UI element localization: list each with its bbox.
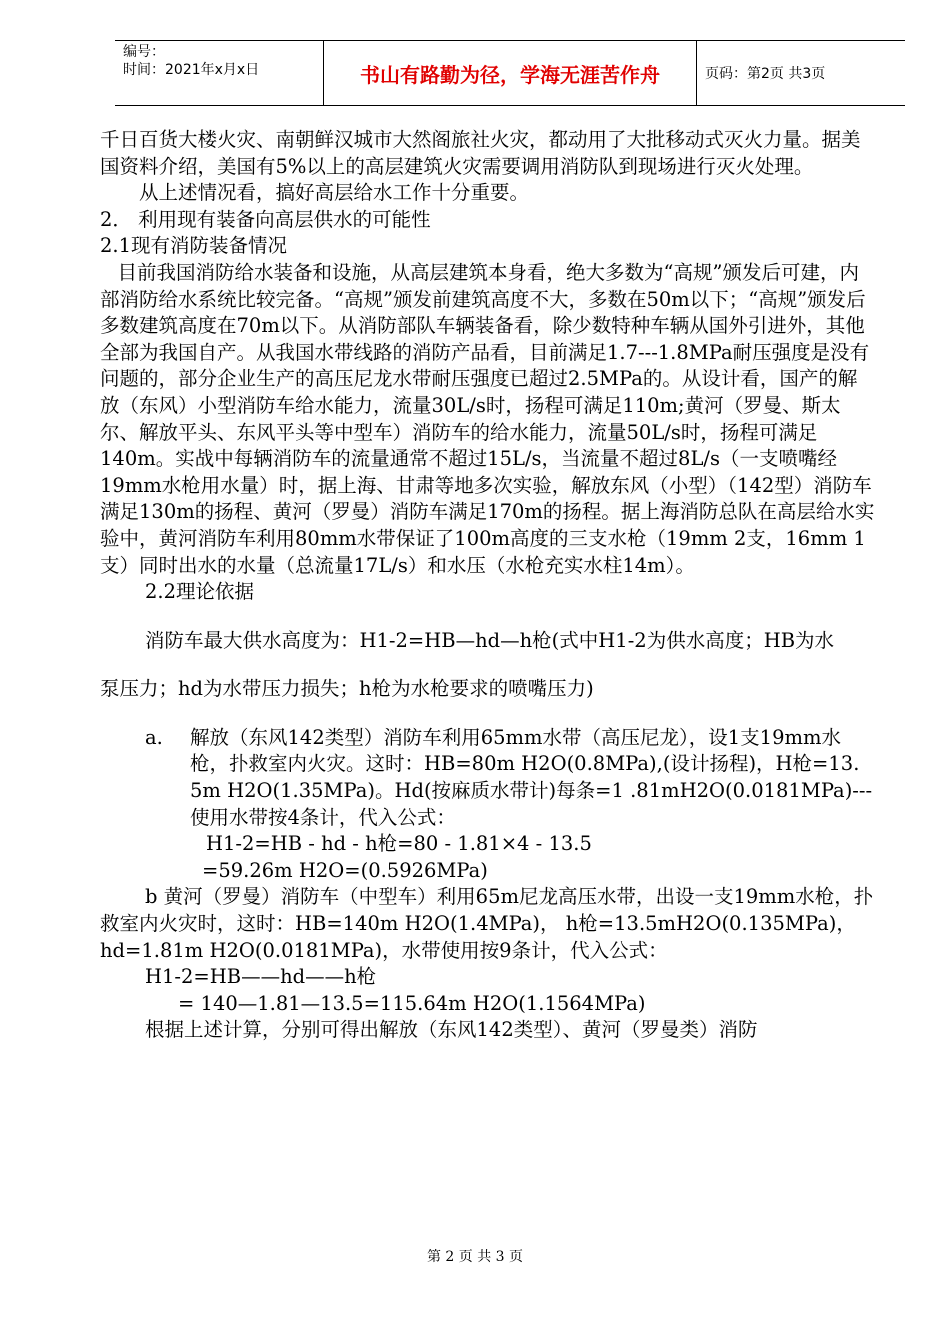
- document-body: [100, 127, 875, 1044]
- header-time: 时间：2021年x月x日: [123, 62, 260, 78]
- item-a-calc-1: H1-2=HB - hd - h枪=80 - 1.81×4 - 13.5: [206, 832, 592, 856]
- header-motto: 书山有路勤为径，学海无涯苦作舟: [324, 41, 697, 106]
- item-a: [100, 725, 875, 831]
- item-a-text: 解放（东风142类型）消防车利用65mm水带（高压尼龙），设1支19mm水枪，扑救室内火灾。这时：HB=80m H2O(0.8MPa),(设计扬程)，H枪=13. 5m H2O(1.35MPa)。Hd(按麻质水带计)每条=1 .81mH2O(0.0181MPa)---使用水带按4条计，代入公式：: [190, 725, 873, 829]
- item-b-calc-2: = 140—1.81—13.5=115.64m H2O(1.1564MPa): [178, 991, 646, 1015]
- header-number: 编号：: [123, 44, 165, 60]
- paragraph-2: 从上述情况看，搞好高层给水工作十分重要。: [139, 181, 530, 205]
- header-meta: [115, 41, 324, 106]
- item-a-calc-2: =59.26m H2O=(0.5926MPa): [202, 858, 488, 882]
- page-footer: 第 2 页 共 3 页: [426, 1249, 524, 1265]
- section-heading-2-2: 2.2理论依据: [145, 580, 255, 604]
- document-header: [115, 40, 905, 106]
- header-page: 页码：第2页 共3页: [697, 41, 906, 106]
- paragraph-last: 根据上述计算，分别可得出解放（东风142类型）、黄河（罗曼类）消防: [145, 1018, 758, 1042]
- formula-line-2: 泵压力；hd为水带压力损失；h枪为水枪要求的喷嘴压力): [100, 677, 594, 701]
- item-b-calc-1: H1-2=HB——hd——h枪: [145, 965, 377, 989]
- item-a-label: a.: [145, 725, 163, 749]
- item-b-text: b 黄河（罗曼）消防车（中型车）利用65m尼龙高压水带，出设一支19mm水枪，扑救室内火灾时，这时：HB=140m H2O(1.4MPa)， h枪=13.5mH2O(0.135MPa)，hd=1.81m H2O(0.0181MPa)，水带使用按9条计，代入公式：: [100, 885, 874, 962]
- formula-line-1: 消防车最大供水高度为：H1-2=HB—hd—h枪(式中H1-2为供水高度；HB为水: [145, 628, 835, 652]
- section-heading-2: 2． 利用现有装备向高层供水的可能性: [100, 207, 431, 231]
- section-heading-2-1: 2.1现有消防装备情况: [100, 234, 288, 258]
- paragraph-1: 千日百货大楼火灾、南朝鲜汉城市大然阁旅社火灾，都动用了大批移动式灭火力量。据美国资料介绍，美国有5%以上的高层建筑火灾需要调用消防队到现场进行灭火处理。: [100, 128, 861, 178]
- paragraph-3: 目前我国消防给水装备和设施，从高层建筑本身看，绝大多数为“高规”颁发后可建，内部消防给水系统比较完备。“高规”颁发前建筑高度不大，多数在50m以下；“高规”颁发后多数建筑高度在70m以下。从消防部队车辆装备看，除少数特种车辆从国外引进外，其他全部为我国自产。从我国水带线路的消防产品看，目前满足1.7---1.8MPa耐压强度是没有问题的，部分企业生产的高压尼龙水带耐压强度已超过2.5MPa的。从设计看，国产的解放（东风）小型消防车给水能力，流量30L/s时，扬程可满足110m;黄河（罗曼、斯太尔、解放平头、东风平头等中型车）消防车的给水能力，流量50L/s时，扬程可满足140m。实战中每辆消防车的流量通常不超过15L/s，当流量不超过8L/s（一支喷嘴经19mm水枪用水量）时，据上海、甘肃等地多次实验，解放东风（小型）（142型）消防车满足130m的扬程、黄河（罗曼）消防车满足170m的扬程。据上海消防总队在高层给水实验中，黄河消防车利用80mm水带保证了100m高度的三支水枪（19mm 2支，16mm 1支）同时出水的水量（总流量17L/s）和水压（水枪充实水柱14m）。: [100, 260, 875, 577]
